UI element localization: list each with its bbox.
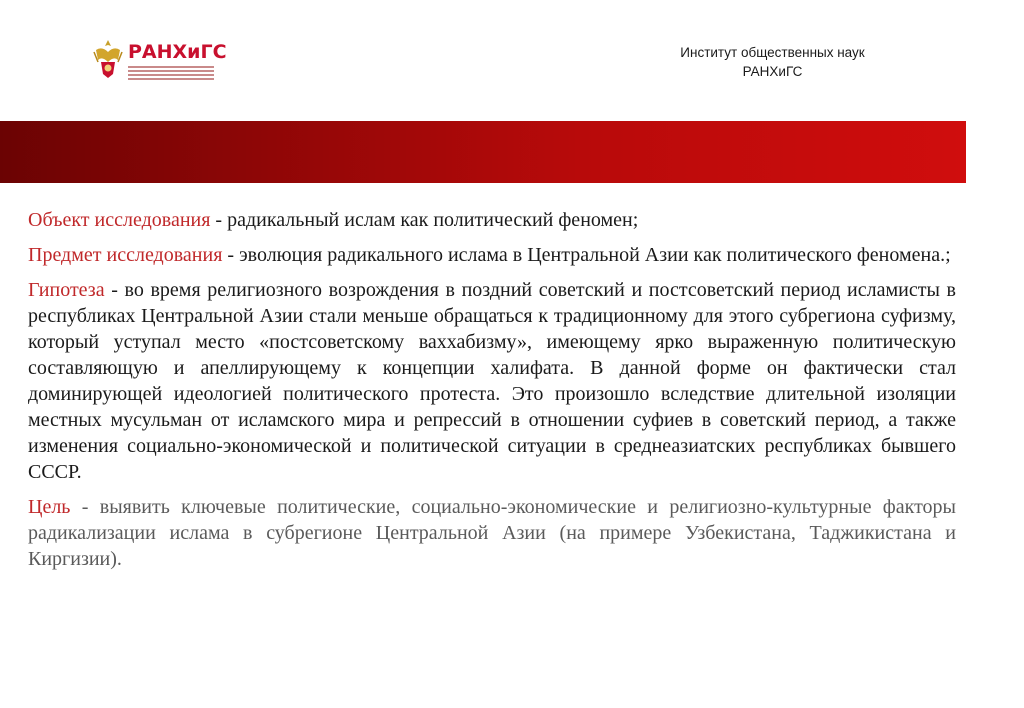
slide-body xyxy=(28,207,956,581)
subject-term: Предмет исследования xyxy=(28,244,223,266)
ranepa-logo xyxy=(92,38,227,84)
subject-text: - эволюция радикального ислама в Центральной Азии как политического феномена.; xyxy=(222,244,951,266)
logo-name: РАНХиГС xyxy=(128,41,227,63)
goal-term: Цель xyxy=(28,496,71,518)
header-red-band xyxy=(0,121,966,183)
institute-line-2: РАНХиГС xyxy=(742,64,803,79)
object-term: Объект исследования xyxy=(28,209,211,231)
logo-caption-lines xyxy=(128,66,214,82)
goal-paragraph xyxy=(28,494,956,572)
hypothesis-paragraph xyxy=(28,277,956,485)
eagle-emblem-icon xyxy=(92,38,124,82)
object-paragraph xyxy=(28,207,956,233)
subject-paragraph xyxy=(28,242,956,268)
hypothesis-text: - во время религиозного возрождения в поздний советский и постсоветский период исламисты в республиках Центральной Азии стали меньше обращаться к традиционному для этого субрегиона суфизму, который уступал место «постсоветскому ваххабизму», имеющему ярко выраженную политическую составляющую и апеллирующему к концепции халифата. В данной форме он фактически стал доминирующей идеологией политического протеста. Это произошло вследствие длительной изоляции местных мусульман от исламского мира и репрессий в отношении суфиев в советский период, а также изменения социально-экономической и политической ситуации в среднеазиатских республиках бывшего СССР. xyxy=(28,279,956,483)
institute-title xyxy=(640,43,905,81)
hypothesis-term: Гипотеза xyxy=(28,279,105,301)
institute-line-1: Институт общественных наук xyxy=(680,45,865,60)
object-text: - радикальный ислам как политический феномен; xyxy=(210,209,639,231)
goal-text: - выявить ключевые политические, социально-экономические и религиозно-культурные факторы радикализации ислама в субрегионе Центральной Азии (на примере Узбекистана, Таджикистана и Киргизии). xyxy=(28,496,956,570)
